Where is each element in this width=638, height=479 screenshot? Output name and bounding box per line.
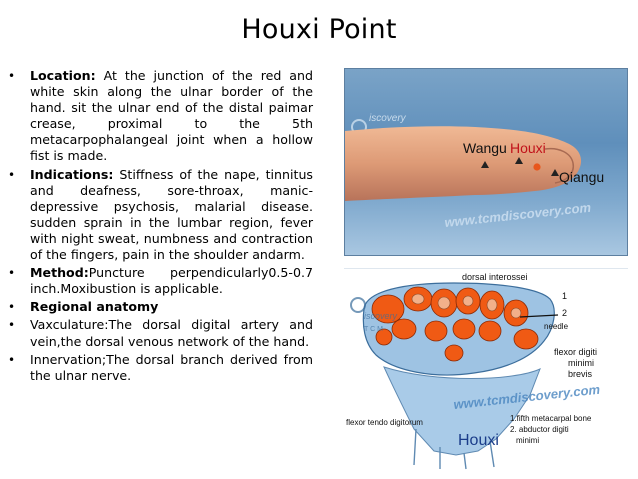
wangu-label: Wangu (463, 140, 507, 156)
hand-photo-illustration (345, 69, 628, 256)
hand-photo (344, 68, 628, 256)
bullet-method (8, 265, 313, 297)
bullet-regional-anatomy (8, 299, 313, 315)
anatomy-diagram (344, 268, 628, 470)
minimi-label: minimi (568, 358, 594, 368)
num2-label: 2 (562, 308, 568, 318)
abductor-minimi-label: minimi (516, 436, 540, 445)
bullet-innervation (8, 352, 313, 384)
bullet-text: Stiffness of the nape, tinnitus and deafness, sore-throax, manic-depressive psychosis, malarial disease. sudden sprain in the lumbar region, fever with night sweat, numbness and contraction of the fingers, pain in the shoulder andarm. (30, 166, 313, 263)
num1-label: 1 (562, 291, 568, 301)
bullet-dot: • (8, 318, 16, 333)
watermark-text: iscovery (369, 113, 406, 124)
arm-shape (345, 126, 581, 201)
houxi-point-dot (533, 163, 540, 170)
page-title: Houxi Point (241, 14, 397, 45)
bullet-label: Location: (30, 68, 96, 83)
website-watermark: www.tcmdiscovery.com (452, 381, 601, 412)
houxi-diagram-label: Houxi (458, 432, 499, 449)
bullet-text: At the junction of the red and white skin along the ulnar border of the hand. sit the ulnar end of the distal paimar crease, proximal to the 5th metacarpophalangeal joint when a hollow fist is made. (30, 68, 313, 164)
bullet-text: Innervation;The dorsal branch derived from the ulnar nerve. (30, 351, 313, 383)
bullet-dot: • (8, 300, 16, 315)
bullet-label: Regional anatomy (30, 299, 159, 315)
bullet-dot: • (8, 352, 16, 367)
dorsal-interossei-label: dorsal interossei (462, 272, 528, 282)
bullet-label: Indications: (30, 166, 114, 182)
bullet-label: Method: (30, 265, 89, 281)
bullet-indications (8, 167, 313, 264)
qiangu-label: Qiangu (559, 169, 605, 185)
website-watermark: www.tcmdiscovery.com (443, 199, 592, 230)
bullet-dot: • (8, 167, 16, 182)
bullet-location (8, 68, 313, 165)
bullet-text: Vaxculature:The dorsal digital artery and vein,the dorsal venous network of the hand. (30, 317, 313, 349)
houxi-label: Houxi (510, 140, 546, 156)
anatomy-illustration (344, 269, 628, 470)
flexor-tendo-label: flexor tendo digitorum (346, 418, 423, 427)
fifth-bone-label: 1.fifth metacarpal bone (510, 414, 592, 423)
watermark-text: iscovery (364, 311, 398, 321)
needle-label: needle (544, 322, 569, 331)
flexor-digiti-label: flexor digiti (554, 347, 598, 357)
bullet-vasculature (8, 317, 313, 349)
bullet-dot: • (8, 69, 16, 83)
bullet-list (8, 68, 313, 386)
bullet-dot: • (8, 266, 16, 281)
abductor-label: 2. abductor digiti (510, 425, 569, 434)
brevis-label: brevis (568, 369, 593, 379)
watermark-sub: T C M (364, 326, 383, 333)
bullet-text: Puncture perpendicularly0.5-0.7 inch.Moxibustion is applicable. (30, 265, 313, 297)
